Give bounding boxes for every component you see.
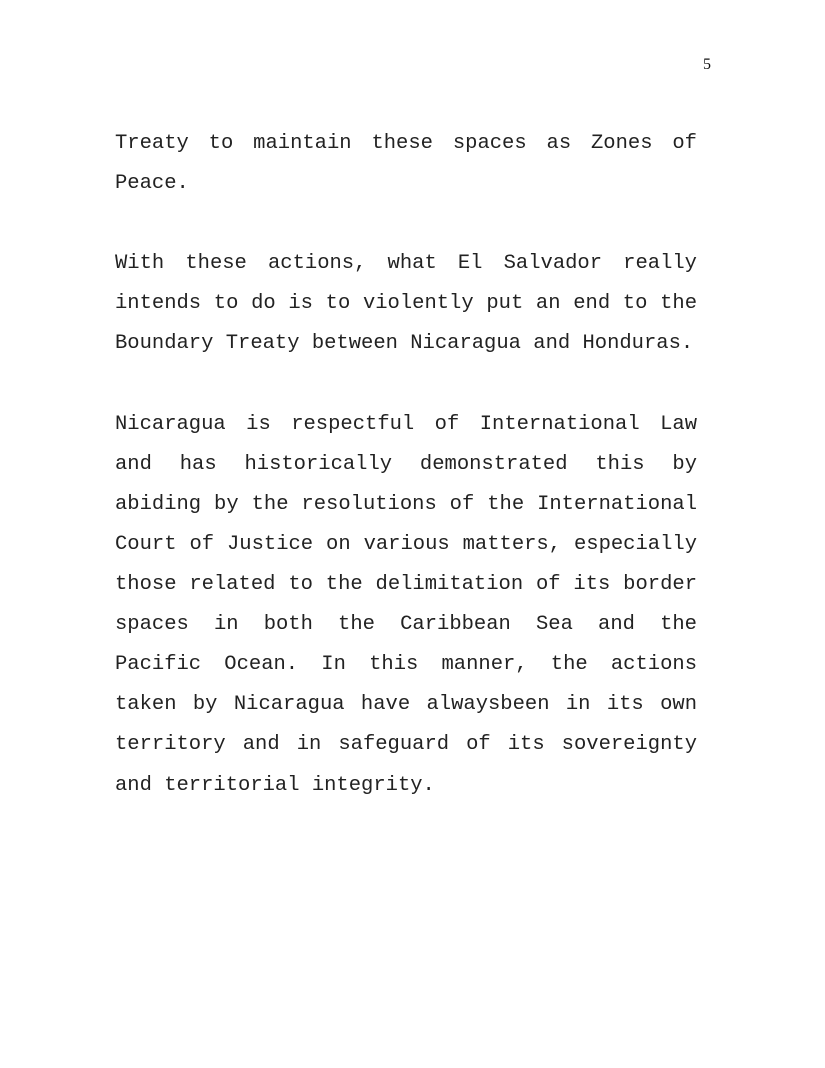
paragraph-zones-of-peace: Treaty to maintain these spaces as Zones of Peace. bbox=[115, 132, 697, 196]
body-text bbox=[115, 124, 697, 806]
paragraph-nicaragua-respect-law: Nicaragua is respectful of International Law and has historically demonstrated this by abiding by the resolutions of the International Court of Justice on various matters, especially those related to the delimitation of its border spaces in both the Caribbean Sea and the Pacific Ocean. In this manner, the actions taken by Nicaragua have alwaysbeen in its own territory and in safeguard of its sovereignty and territorial integrity. bbox=[115, 412, 697, 797]
paragraph-el-salvador-intent: With these actions, what El Salvador really intends to do is to violently put an end to the Boundary Treaty between Nicaragua and Honduras. bbox=[115, 252, 697, 356]
page-number: 5 bbox=[703, 56, 711, 73]
